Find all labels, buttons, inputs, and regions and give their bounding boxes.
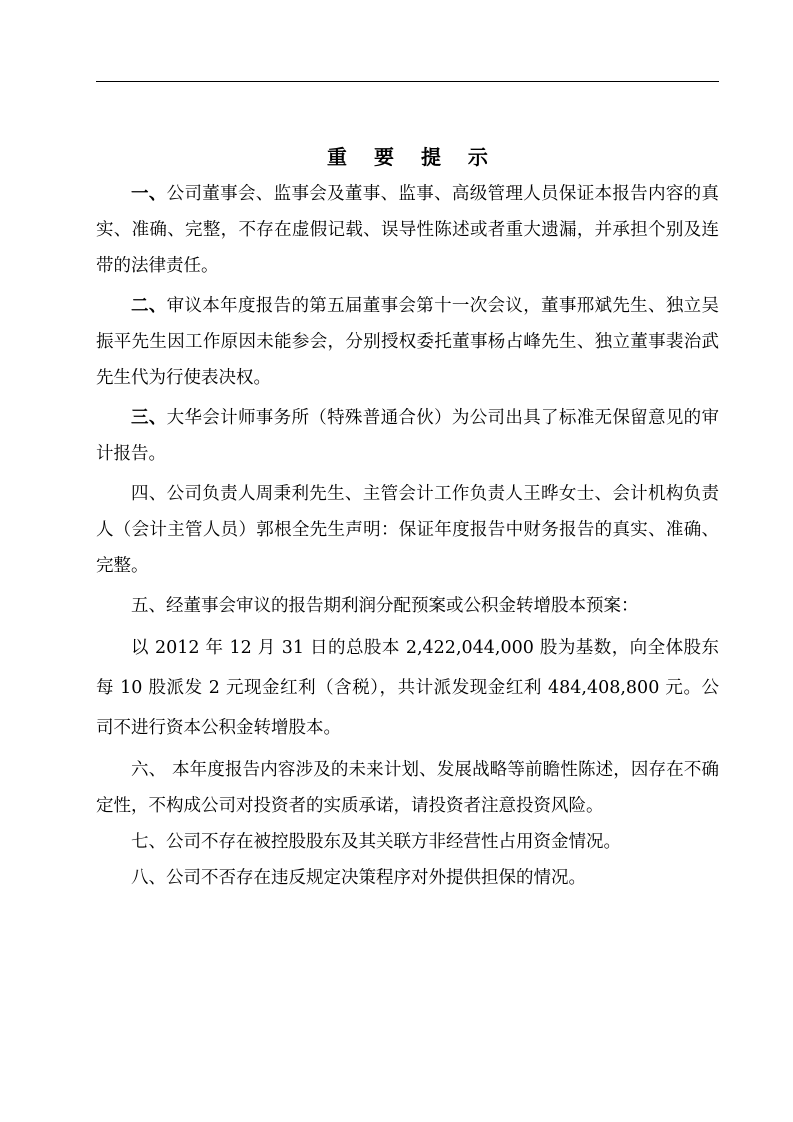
item-6-number: 六、 — [131, 760, 167, 780]
item-1-number: 一、 — [131, 184, 167, 204]
item-6 — [96, 752, 719, 824]
item-4 — [96, 476, 719, 584]
item-7-number: 七、 — [131, 832, 166, 852]
item-3 — [96, 400, 719, 472]
item-4-number: 四、 — [131, 484, 167, 504]
item-2-number: 二、 — [131, 296, 167, 316]
item-7-text: 公司不存在被控股股东及其关联方非经营性占用资金情况。 — [166, 832, 621, 852]
item-1-text: 公司董事会、监事会及董事、监事、高级管理人员保证本报告内容的真实、准确、完整，不存在虚假记载、误导性陈述或者重大遗漏，并承担个别及连带的法律责任。 — [96, 184, 719, 276]
item-3-text: 大华会计师事务所（特殊普通合伙）为公司出具了标准无保留意见的审计报告。 — [96, 408, 719, 464]
item-3-number: 三、 — [131, 408, 167, 428]
document-body — [96, 138, 719, 896]
item-2-text: 审议本年度报告的第五届董事会第十一次会议，董事邢斌先生、独立吴振平先生因工作原因未能参会，分别授权委托董事杨占峰先生、独立董事裴治武先生代为行使表决权。 — [96, 296, 719, 388]
item-4-text: 公司负责人周秉利先生、主管会计工作负责人王晔女士、会计机构负责人（会计主管人员）郭根全先生声明：保证年度报告中财务报告的真实、准确、完整。 — [96, 484, 719, 576]
item-8 — [96, 860, 719, 896]
item-8-text: 公司不否存在违反规定决策程序对外提供担保的情况。 — [166, 868, 586, 888]
item-5-number: 五、 — [131, 596, 166, 616]
item-5-detail-text: 以 2012 年 12 月 31 日的总股本 2,422,044,000 股为基数，向全体股东每 10 股派发 2 元现金红利（含税），共计派发现金红利 484,408,800 元。公司不进行资本公积金转增股本。 — [96, 638, 719, 738]
page-title: 重 要 提 示 — [327, 145, 498, 169]
item-6-text: 本年度报告内容涉及的未来计划、发展战略等前瞻性陈述，因存在不确定性，不构成公司对投资者的实质承诺，请投资者注意投资风险。 — [96, 760, 720, 816]
item-1 — [96, 176, 719, 284]
item-8-number: 八、 — [131, 868, 166, 888]
item-5-text: 经董事会审议的报告期利润分配预案或公积金转增股本预案： — [166, 596, 639, 616]
item-5 — [96, 588, 719, 624]
item-2 — [96, 288, 719, 396]
item-5-detail — [96, 628, 719, 748]
item-7 — [96, 824, 719, 860]
header-rule — [96, 81, 719, 82]
